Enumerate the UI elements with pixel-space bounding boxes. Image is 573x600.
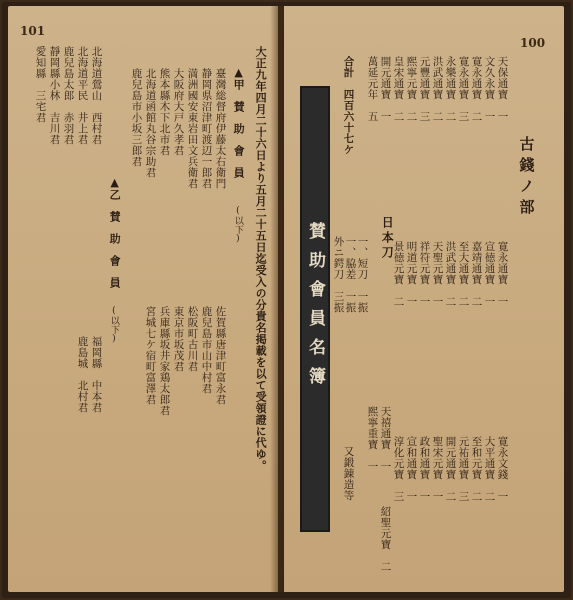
page-number-left: 101 [20,24,46,38]
book-spread [2,2,571,598]
coin-top-9: 皇宋通寶 二 [392,56,405,122]
section-a-col-10: 松阪町古川君 [186,306,199,372]
section-a-col-9: 鹿兒島市山中村君 [200,306,213,394]
coin-top-1: 天保通寶 一 [496,56,509,122]
coin-top-8: 熙寧元寶 二 [405,56,418,122]
coin-top-3: 寛永通寶 二 [470,56,483,122]
coin-mid-2: 宣徳通寶 一 [483,241,496,307]
section-b-col-2: 北海道平民 井上君 [76,46,89,145]
coin-bottom-9: 淳化元寶 三 [392,436,405,502]
section-b-col-6: 福岡縣 中本君 [90,336,103,413]
section-a-col-12: 兵庫縣坂井家鶏太郎君 [158,306,171,416]
section-a-col-2: 静岡県沼津町渡辺一郎君 [200,68,213,189]
coin-mid-9: 景徳元寶 二 [392,241,405,307]
sword-label: 日本刀 [380,216,395,261]
coin-bottom-6: 聖宋元寶 一 [431,436,444,502]
section-b-note: (以下) [108,306,119,344]
section-b-col-7: 鹿島城 北村君 [76,336,89,413]
section-a-col-13: 宮城七ケ宿町富澤君 [144,306,157,405]
section-a-note: (以下) [232,206,243,244]
section-a-col-11: 東京市坂茂君 [172,306,185,372]
section-b-col-5: 愛知縣 三宅君 [34,46,47,123]
coin-bottom-3: 至和元寶 二 [470,436,483,502]
coin-top-10: 開元通寶 一 [379,56,392,122]
section-a-col-1: 臺灣総督府伊藤太右衛門 [214,68,227,189]
coin-bottom-2: 大平通寶 二 [483,436,496,502]
section-heading: 古錢ノ部 [517,136,536,220]
sword-item-1: 一、短刀 一振 [356,236,369,313]
coin-mid-4: 至大通寶 二 [457,241,470,307]
coin-bottom-7: 政和通寶 一 [418,436,431,502]
coin-bottom-1: 寛永文錢 一 [496,436,509,502]
section-a-col-8: 佐賀縣唐津町富永君 [214,306,227,405]
sword-item-2: 一、脇差 一振 [344,236,357,313]
section-a-title: ▲甲 賛 助 會 員 [232,66,246,178]
coin-top-6: 洪武通寶 二 [431,56,444,122]
section-a-col-5: 熊本縣木下北市君 [158,68,171,156]
coin-mid-5: 洪武通寶 二 [444,241,457,307]
coin-top-4: 寛永通寶 三 [457,56,470,122]
section-a-col-7: 鹿兒島市小坂三郎君 [130,68,143,167]
left-page [8,6,278,592]
section-a-col-6: 北海道函館丸谷宗助君 [144,68,157,178]
sword-item-3: 外ニ鍔刀 三振 [332,236,345,313]
intro-text: 大正九年四月二十六日より五月二十五日迄受入の分貴名掲載を以て受領證に代ゆ。 [254,46,268,472]
coin-mid-10: 天禧通寶 一 [379,406,392,472]
section-b-title: ▲乙 賛 助 會 員 [108,176,122,288]
section-a-col-4: 大阪府大戸久孝君 [172,68,185,156]
extra-note: 又鍛錬造等 [342,446,355,501]
coin-top-5: 永樂通寶 二 [444,56,457,122]
coin-bottom-5: 開元通寶 二 [444,436,457,502]
coin-bottom-8: 宣和通寶 一 [405,436,418,502]
coin-mid-7: 祥符元寶 一 [418,241,431,307]
coin-bottom-4: 元祐通寶 三 [457,436,470,502]
totals-label: 合計 四百六十七ケ [342,56,355,155]
coin-top-11: 萬延元年 五 [366,56,379,122]
coin-mid-8: 明道元寶 一 [405,241,418,307]
coin-mid-6: 天聖元寶 一 [431,241,444,307]
section-b-col-4: 靜岡縣小林 吉川君 [48,46,61,145]
coin-mid-1: 寛永通寶 一 [496,241,509,307]
coin-mid-3: 嘉靖通寶 二 [470,241,483,307]
right-page [284,6,564,592]
registry-title-band: 賛助會員名簿 [300,86,330,532]
section-a-col-3: 満洲國安東岩田文兵衛君 [186,68,199,189]
section-b-col-3: 鹿兒島太郎 赤羽君 [62,46,75,145]
section-b-col-1: 北海道鶯山 西村君 [90,46,103,145]
coin-top-7: 元豐通寶 三 [418,56,431,122]
coin-top-2: 文久永寶 一 [483,56,496,122]
page-number-right: 100 [520,36,546,50]
coin-mid-11: 熙寧重寶 一 [366,406,379,472]
coin-bottom-10: 紹聖元寶 二 [379,506,392,572]
